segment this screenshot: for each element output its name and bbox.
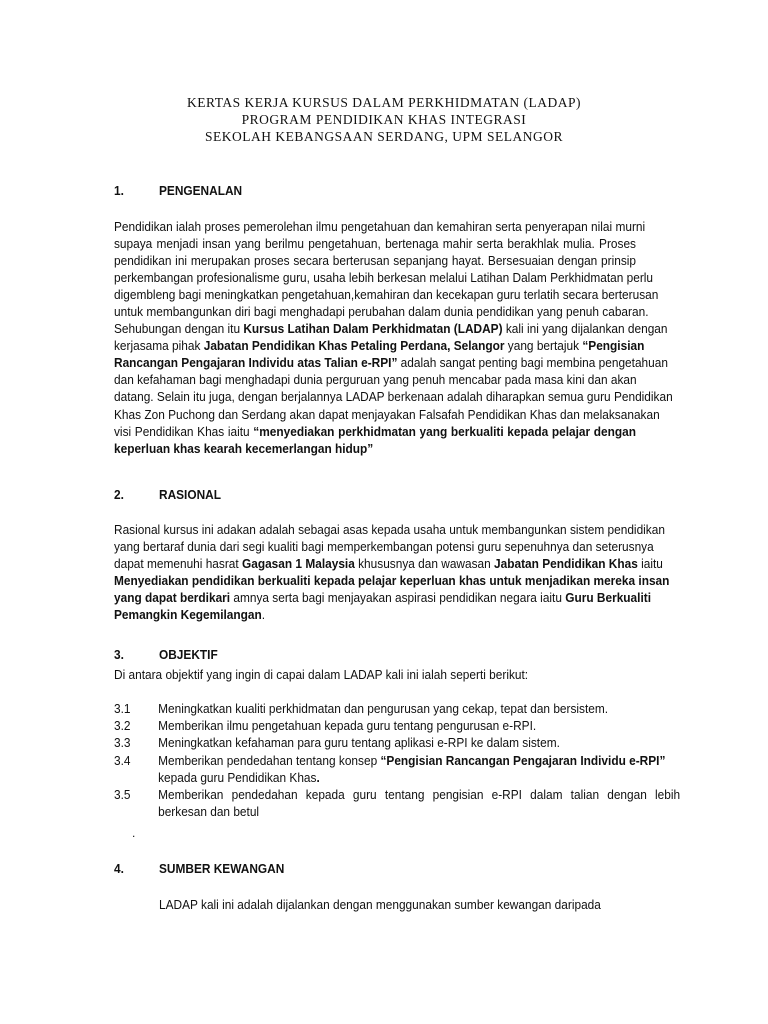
text-run: . xyxy=(261,607,266,623)
item-number: 3.3 xyxy=(114,735,131,751)
bold-text: Pemangkin Kegemilangan xyxy=(114,607,262,623)
text-line: digembleng bagi meningkatkan pengetahuan,kemahiran dan kecekapan guru terlatih secara berterusan xyxy=(114,287,659,303)
item-text xyxy=(158,770,320,785)
section-title: PENGENALAN xyxy=(159,183,243,198)
item-number: 3.2 xyxy=(114,718,131,734)
paragraph-rasional xyxy=(114,521,670,623)
bold-text: “menyediakan perkhidmatan yang berkualiti kepada pelajar dengan xyxy=(253,423,636,439)
text-run: kepada guru Pendidikan Khas xyxy=(158,769,317,785)
text-line xyxy=(114,606,636,623)
section-number: 4. xyxy=(114,861,124,876)
item-text: Meningkatkan kefahaman para guru tentang aplikasi e-RPI ke dalam sistem. xyxy=(158,735,560,751)
bold-text: keperluan khas kearah kecemerlangan hidup” xyxy=(114,440,374,456)
text-line xyxy=(114,440,636,457)
item-text xyxy=(158,753,665,768)
text-line: datang. Selain itu juga, dengan berjalannya LADAP berkenaan adalah diharapkan semua guru Pendidikan xyxy=(114,389,673,405)
item-text: berkesan dan betul xyxy=(158,804,260,820)
text-line xyxy=(114,337,645,354)
section-title: OBJEKTIF xyxy=(159,647,218,662)
section-number: 3. xyxy=(114,647,124,662)
item-number: 3.4 xyxy=(114,752,131,768)
item-number: 3.5 xyxy=(114,787,131,803)
text-run: visi Pendidikan Khas iaitu xyxy=(114,423,254,439)
item-text: Memberikan ilmu pengetahuan kepada guru tentang pengurusan e-RPI. xyxy=(158,718,537,734)
list-item xyxy=(114,752,680,786)
text-line: perkembangan profesionalisme guru, usaha lebih berkesan melalui Latihan Dalam Perkhidmatan perlu xyxy=(114,270,654,286)
text-line xyxy=(114,555,663,572)
section-heading-pengenalan xyxy=(114,183,242,198)
text-run: iaitu xyxy=(637,556,663,572)
text-line: pendidikan ini merupakan proses secara berterusan sepanjang hayat. Bersesuaian dengan prinsip xyxy=(114,253,636,269)
item-number: 3.1 xyxy=(114,701,131,716)
paragraph-pengenalan xyxy=(114,218,673,457)
bold-text: Menyediakan pendidikan berkualiti kepada pelajar keperluan khas untuk menjadikan mereka insan xyxy=(114,573,670,589)
bold-text: Guru Berkualiti xyxy=(565,590,651,606)
text-run: Sehubungan dengan itu xyxy=(114,321,244,337)
text-line xyxy=(114,589,651,606)
text-line xyxy=(114,423,636,440)
text-run: kerjasama pihak xyxy=(114,338,204,354)
document-title xyxy=(0,94,768,145)
text-run: Memberikan pendedahan tentang konsep xyxy=(158,752,381,768)
text-line: yang bertaraf dunia dari segi kualiti bagi memperkembangan potensi guru sepenuhnya dan seterusnya xyxy=(114,539,654,555)
text-line xyxy=(114,320,668,337)
section-title: SUMBER KEWANGAN xyxy=(159,861,285,876)
item-text: Memberikan pendedahan kepada guru tentang pengisian e-RPI dalam talian dengan lebih xyxy=(158,787,681,803)
text-run: yang bertajuk xyxy=(504,338,583,354)
bold-text: Gagasan 1 Malaysia xyxy=(241,556,355,572)
bold-text: Jabatan Pendidikan Khas Petaling Perdana, Selangor xyxy=(203,338,505,354)
text-line xyxy=(114,572,670,589)
bold-text: Kursus Latihan Dalam Perkhidmatan (LADAP) xyxy=(243,321,503,337)
text-line: Rasional kursus ini adakan adalah sebagai asas kepada usaha untuk membangunkan sistem pendidikan xyxy=(114,522,665,537)
section-title: RASIONAL xyxy=(159,487,221,502)
section-heading-sumber-kewangan xyxy=(114,861,284,876)
list-item xyxy=(114,734,680,751)
text-run: kali ini yang dijalankan dengan xyxy=(502,321,668,337)
text-run: amnya serta bagi menjayakan aspirasi pendidikan negara iaitu xyxy=(230,590,566,606)
list-item xyxy=(114,786,680,820)
section-heading-objektif xyxy=(114,647,218,662)
objective-list xyxy=(114,700,690,820)
text-run: dapat memenuhi hasrat xyxy=(114,556,242,572)
bold-text: “Pengisian xyxy=(582,338,645,354)
paragraph-sumber-kewangan: LADAP kali ini adalah dijalankan dengan menggunakan sumber kewangan daripada xyxy=(159,897,601,912)
text-line: dan kefahaman bagi menghadapi dunia perguruan yang penuh mencabar pada masa kini dan akan xyxy=(114,372,637,388)
stray-dot: . xyxy=(132,826,136,840)
text-line: Pendidikan ialah proses pemerolehan ilmu pengetahuan dan kemahiran serta penyerapan nilai murni xyxy=(114,219,646,234)
text-run: khususnya dan wawasan xyxy=(354,556,495,572)
bold-text: “Pengisian Rancangan Pengajaran Individu e-RPI” xyxy=(380,752,666,768)
bold-text: Jabatan Pendidikan Khas xyxy=(494,556,638,572)
title-line-2: PROGRAM PENDIDIKAN KHAS INTEGRASI xyxy=(241,112,527,127)
section-heading-rasional xyxy=(114,487,221,502)
text-line xyxy=(114,354,668,371)
bold-text: yang dapat berdikari xyxy=(114,590,231,606)
item-text: Meningkatkan kualiti perkhidmatan dan pengurusan yang cekap, tepat dan bersistem. xyxy=(158,701,609,716)
text-line: untuk membangunkan diri bagi menghadapi perubahan dalam dunia pendidikan yang penuh cabaran. xyxy=(114,304,649,320)
title-line-3: SEKOLAH KEBANGSAAN SERDANG, UPM SELANGOR xyxy=(205,129,563,144)
text-run: adalah sangat penting bagi membina pengetahuan xyxy=(397,355,668,371)
text-line: Khas Zon Puchong dan Serdang akan dapat menjayakan Falsafah Pendidikan Khas dan melaksanakan xyxy=(114,406,660,422)
section-number: 2. xyxy=(114,487,124,502)
objektif-intro: Di antara objektif yang ingin di capai dalam LADAP kali ini ialah seperti berikut: xyxy=(114,667,529,682)
title-line-1: KERTAS KERJA KURSUS DALAM PERKHIDMATAN (LADAP) xyxy=(187,95,581,110)
list-item xyxy=(114,700,680,717)
list-item xyxy=(114,717,680,734)
text-line: supaya menjadi insan yang berilmu pengetahuan, bertenaga mahir serta berakhlak mulia. Proses xyxy=(114,236,636,252)
bold-text: . xyxy=(316,769,320,785)
bold-text: Rancangan Pengajaran Individu atas Talian e-RPI” xyxy=(114,355,398,371)
section-number: 1. xyxy=(114,183,124,198)
